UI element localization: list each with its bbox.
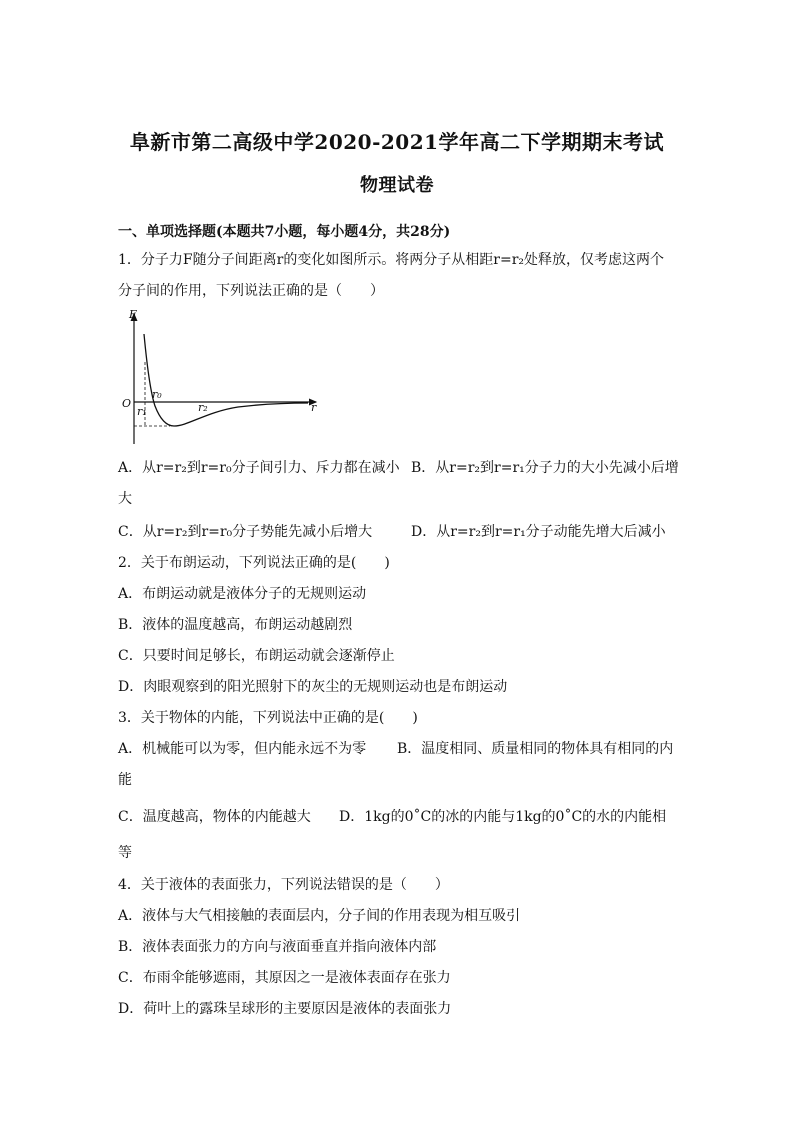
q1-stem-line2: 分子间的作用，下列说法正确的是（ ） bbox=[118, 283, 384, 299]
q1-option-d: D．从r=r₂到r=r₁分子动能先增大后减小 bbox=[411, 524, 666, 540]
q2-option-a: A．布朗运动就是液体分子的无规则运动 bbox=[118, 586, 367, 602]
q1-option-b-cont: 大 bbox=[118, 491, 132, 507]
label-f: F bbox=[129, 308, 137, 321]
q2-stem: 2．关于布朗运动，下列说法正确的是( ) bbox=[118, 555, 390, 571]
label-r: r bbox=[311, 401, 317, 414]
q4-option-d: D．荷叶上的露珠呈球形的主要原因是液体的表面张力 bbox=[118, 1001, 452, 1017]
label-r1: r₁ bbox=[137, 405, 147, 418]
q2-option-d: D．肉眼观察到的阳光照射下的灰尘的无规则运动也是布朗运动 bbox=[118, 679, 508, 695]
q3-stem: 3．关于物体的内能，下列说法中正确的是( ) bbox=[118, 710, 418, 726]
force-curve-graph bbox=[118, 306, 328, 446]
q3-option-a: A．机械能可以为零，但内能永远不为零 bbox=[118, 741, 367, 757]
q2-option-c: C．只要时间足够长，布朗运动就会逐渐停止 bbox=[118, 648, 395, 664]
label-origin: O bbox=[122, 397, 132, 410]
q4-stem: 4．关于液体的表面张力，下列说法错误的是（ ） bbox=[118, 877, 449, 893]
q1-option-c: C．从r=r₂到r=r₀分子势能先减小后增大 bbox=[118, 524, 373, 540]
q3-option-b: B．温度相同、质量相同的物体具有相同的内 bbox=[397, 741, 674, 757]
q2-option-b: B．液体的温度越高，布朗运动越剧烈 bbox=[118, 617, 353, 633]
exam-title: 阜新市第二高级中学2020-2021学年高二下学期期末考试 bbox=[129, 130, 665, 154]
q3-option-d-cont: 等 bbox=[118, 845, 132, 861]
q4-option-b: B．液体表面张力的方向与液面垂直并指向液体内部 bbox=[118, 939, 437, 955]
label-r0: r₀ bbox=[152, 388, 162, 401]
q3-option-d: D．1kg的0˚C的冰的内能与1kg的0˚C的水的内能相 bbox=[339, 809, 667, 825]
section-heading: 一、单项选择题(本题共7小题，每小题4分，共28分) bbox=[118, 224, 451, 240]
q3-option-c: C．温度越高，物体的内能越大 bbox=[118, 809, 311, 825]
q1-stem-line1: 1．分子力F随分子间距离r的变化如图所示。将两分子从相距r=r₂处释放，仅考虑这两个 bbox=[118, 252, 665, 268]
label-r2: r₂ bbox=[198, 401, 208, 414]
q4-option-a: A．液体与大气相接触的表面层内，分子间的作用表现为相互吸引 bbox=[118, 908, 521, 924]
q1-option-b: B．从r=r₂到r=r₁分子力的大小先减小后增 bbox=[411, 460, 679, 476]
exam-subtitle: 物理试卷 bbox=[360, 175, 434, 196]
q3-option-b-cont: 能 bbox=[118, 772, 132, 788]
q4-option-c: C．布雨伞能够遮雨，其原因之一是液体表面存在张力 bbox=[118, 970, 451, 986]
force-distance-figure bbox=[118, 306, 328, 446]
q1-option-a: A．从r=r₂到r=r₀分子间引力、斥力都在减小 bbox=[118, 460, 400, 476]
force-curve bbox=[144, 334, 308, 426]
